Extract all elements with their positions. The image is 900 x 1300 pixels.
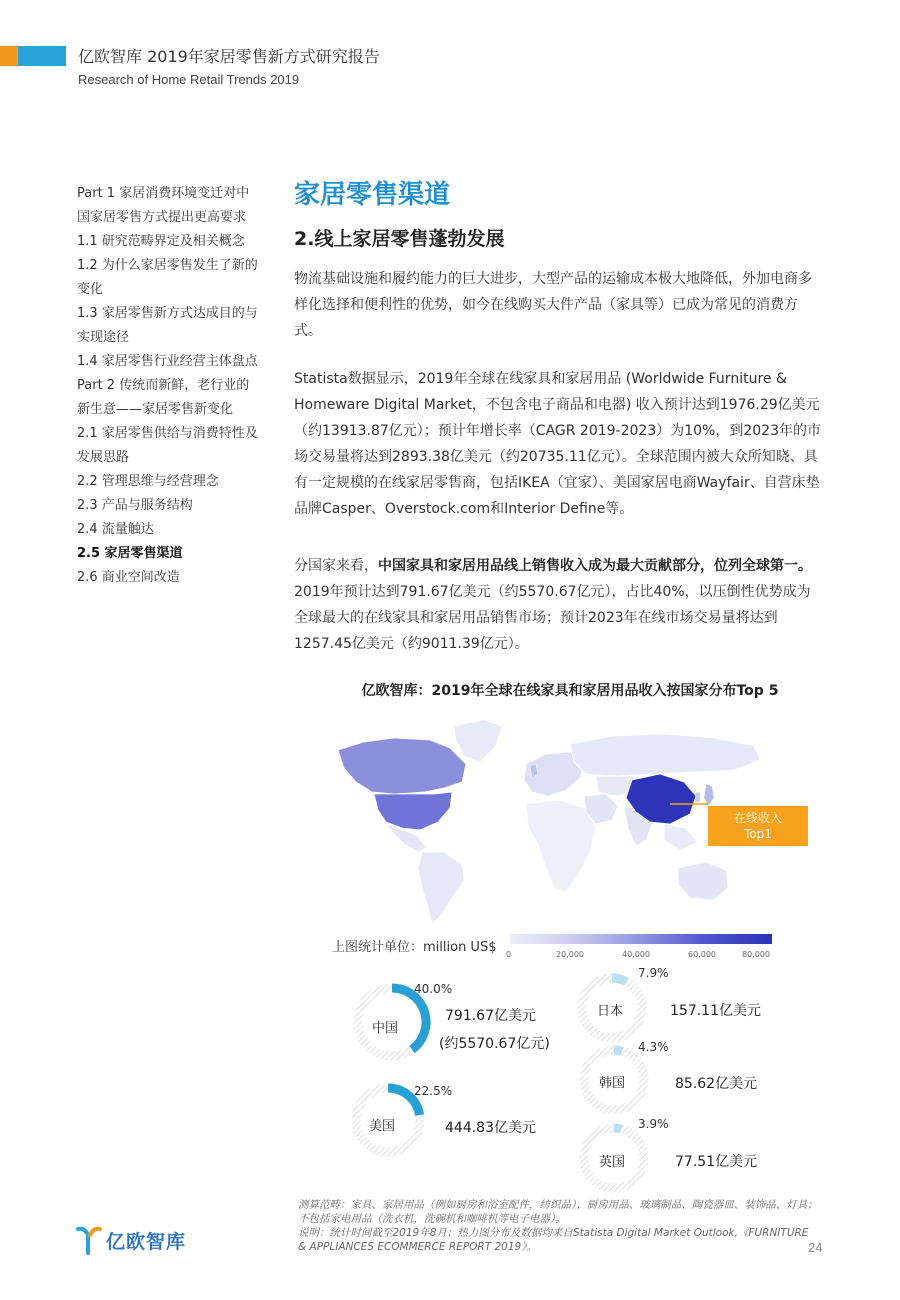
toc-item[interactable]: 2.5 家居零售渠道 [77, 546, 183, 561]
toc-item[interactable]: 国家居零售方式提出更高要求 [77, 210, 247, 225]
map-greenland [454, 720, 502, 762]
toc-item[interactable]: 新生意——家居零售新变化 [77, 402, 234, 417]
paragraph-statista: Statista数据显示，2019年全球在线家具和家居用品 (Worldwide Furniture & Homeware Digital Market，不包含电子商品和电器) 收入预计达到1976.29亿美元（约13913.87亿元）；预计年增长率（CAGR 2019-2023）为10%，到2023年的市场交易量将达到2893.38亿美元（约20735.11亿元）。全球范围内被大众所知晓、具有一定规模的在线家居零售商，包括IKEA（宜家）、美国家居电商Wayfair、自营床垫品牌Casper、Overstock.com和Interior Define等。 [294, 371, 821, 517]
donut-share-label: 40.0% [414, 982, 453, 996]
footnote-scope: 测算范畴：家具、家居用品（例如厨房和浴室配件，纺织品）、厨房用品、玻璃制品、陶瓷器皿、装饰品、灯具；不包括家电用品（洗衣机，洗碗机和咖啡机等电子电器）。 [298, 1199, 818, 1225]
map-usa [374, 792, 452, 830]
world-heat-map [334, 712, 770, 928]
toc-item[interactable]: 实现途径 [77, 330, 130, 345]
legend-unit-label: 上图统计单位：million US$ [332, 940, 497, 955]
toc-item[interactable]: 1.2 为什么家居零售发生了新的 [77, 258, 258, 273]
toc-item[interactable]: 发展思路 [77, 450, 130, 465]
report-title: 亿欧智库 2019年家居零售新方式研究报告 [78, 47, 380, 66]
toc-item[interactable]: 1.3 家居零售新方式达成目的与 [77, 306, 258, 321]
donut-value-label: 85.62亿美元 [675, 1076, 758, 1092]
legend-tick-20000: 20,000 [556, 950, 584, 959]
donut-share-label: 3.9% [638, 1117, 669, 1131]
map-korea [695, 792, 700, 802]
toc-item[interactable]: 变化 [77, 282, 104, 297]
donut-value-label: 791.67亿美元 [445, 1008, 536, 1024]
donut-country-label: 美国 [369, 1119, 396, 1134]
toc-item[interactable]: Part 1 家居消费环境变迁对中 [77, 186, 250, 201]
chart-title: 亿欧智库：2019年全球在线家具和家居用品收入按国家分布Top 5 [361, 683, 779, 699]
donut-share-arc [614, 1128, 621, 1129]
paragraph-logistics: 物流基础设施和履约能力的巨大进步，大型产品的运输成本极大地降低，外加电商多样化选择和便利性的优势，如今在线购买大件产品（家具等）已成为常见的消费方式。 [294, 271, 812, 339]
logo-text: 亿欧智库 [106, 1230, 187, 1253]
legend-tick-60000: 60,000 [688, 950, 716, 959]
donut-country-label: 日本 [597, 1004, 624, 1019]
toc-item[interactable]: 1.1 研究范畴界定及相关概念 [77, 234, 245, 249]
world-map-svg [334, 712, 770, 928]
brand-logo [76, 1224, 186, 1256]
donut-share-arc [614, 1050, 622, 1051]
toc-item[interactable]: 2.4 流量触达 [77, 522, 154, 537]
legend-tick-40000: 40,000 [622, 950, 650, 959]
top1-callout [708, 806, 808, 846]
logo-mark-icon [76, 1225, 102, 1255]
callout-line1: 在线收入 [733, 811, 782, 825]
callout-line2: Top1 [744, 827, 772, 841]
para3-lead: 分国家来看， [294, 558, 378, 574]
map-australia [678, 862, 728, 900]
map-russia [570, 734, 760, 776]
donut-share-label: 22.5% [414, 1084, 453, 1098]
donut-share-label: 7.9% [638, 966, 669, 980]
donut-share-label: 4.3% [638, 1040, 669, 1054]
header-accent-blue [18, 46, 66, 66]
footnote-source: 说明：统计时间截至2019年8月；热力图分布及数据均来自Statista Digital Market Outlook,《FURNITURE & APPLIANCES ECOMMERCE REPORT 2019》。 [298, 1227, 809, 1253]
toc-item[interactable]: 2.6 商业空间改造 [77, 570, 180, 585]
map-south-america [418, 852, 464, 924]
donut-country-label: 中国 [372, 1021, 399, 1036]
donut-country-label: 英国 [599, 1155, 626, 1170]
map-canada [338, 738, 466, 794]
para3-bold: 中国家具和家居用品线上销售收入成为最大贡献部分，位列全球第一。 [378, 558, 812, 574]
legend-tick-80000: 80,000 [742, 950, 770, 959]
subsection-title: 2.线上家居零售蓬勃发展 [294, 228, 505, 250]
donut-share-arc [612, 978, 626, 982]
map-japan [704, 784, 714, 806]
report-subtitle: Research of Home Retail Trends 2019 [78, 72, 300, 87]
donut-value-label: 77.51亿美元 [675, 1154, 758, 1170]
donut-value-label-rmb: (约5570.67亿元) [439, 1036, 550, 1052]
section-title: 家居零售渠道 [294, 180, 451, 210]
toc-item[interactable]: 2.1 家居零售供给与消费特性及 [77, 426, 258, 441]
toc-item[interactable]: 1.4 家居零售行业经营主体盘点 [77, 354, 258, 369]
paragraph-by-country [294, 553, 824, 657]
legend-tick-0: 0 [506, 950, 512, 959]
page-number: 24 [808, 1240, 823, 1255]
donut-value-label: 157.11亿美元 [670, 1003, 761, 1019]
donut-country-label: 韩国 [599, 1076, 626, 1091]
header-accent-orange [0, 46, 18, 66]
table-of-contents [77, 182, 269, 590]
para3-rest: 2019年预计达到791.67亿美元（约5570.67亿元），占比40%，以压倒性优势成为全球最大的在线家具和家居用品销售市场；预计2023年在线市场交易量将达到1257.45亿美元（约9011.39亿元）。 [294, 584, 811, 652]
map-africa [526, 800, 596, 892]
map-southeast-asia [664, 824, 698, 850]
footnote [298, 1198, 818, 1254]
toc-item[interactable]: 2.3 产品与服务结构 [77, 498, 193, 513]
toc-item[interactable]: 2.2 管理思维与经营理念 [77, 474, 219, 489]
legend-gradient-bar [510, 934, 772, 944]
donut-value-label: 444.83亿美元 [445, 1120, 536, 1136]
toc-item[interactable]: Part 2 传统而新鲜，老行业的 [77, 378, 250, 393]
